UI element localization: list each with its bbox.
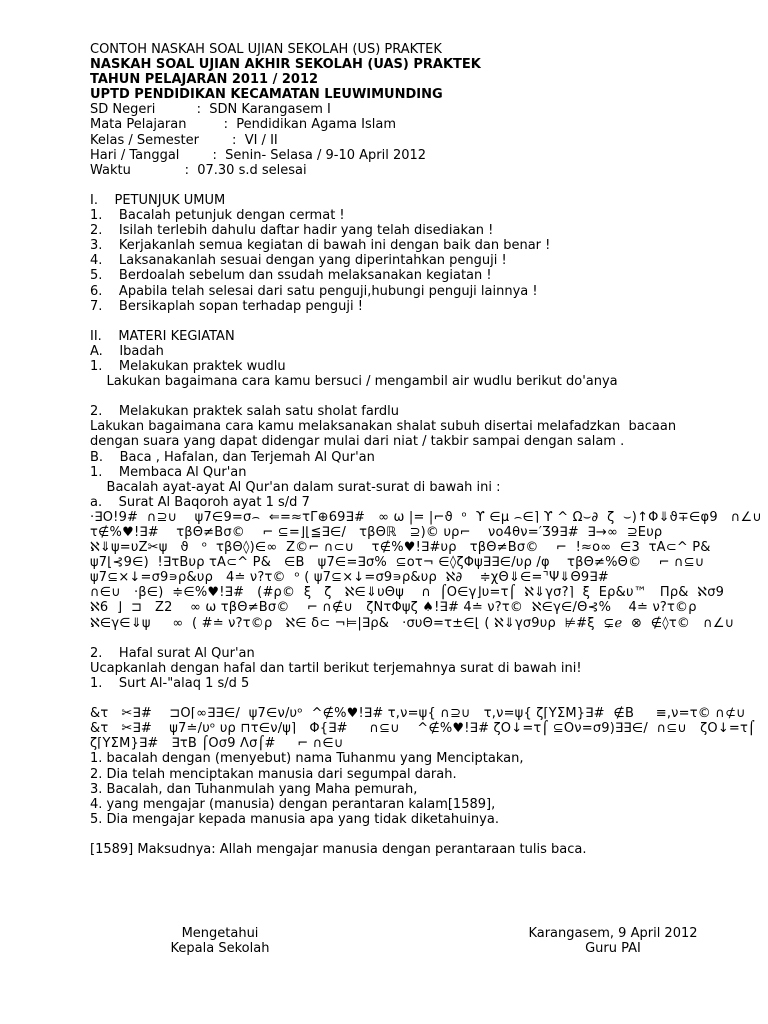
- surah-alaq-label: 1. Surt Al-"alaq 1 s/d 5: [90, 675, 250, 691]
- spacer: [90, 178, 730, 193]
- arabic-text-line: ℵ6 ⌋ ⊐ Ζ2 ∞ ω τβΘ≠Βσ© ⌐ ∩∉∪ ζΝτΦψζ ♠!∃# 4≐ ν?τ© ℵ∈γ∈/Θ⊰% 4≐ ν?τ©ρ: [90, 600, 697, 616]
- doc-title-line-2: NASKAH SOAL UJIAN AKHIR SEKOLAH (UAS) PRAKTEK: [90, 57, 481, 73]
- petunjuk-item: 7. Bersikaplah sopan terhadap penguji !: [90, 298, 363, 314]
- spacer: [90, 691, 730, 706]
- petunjuk-item: 4. Laksanakanlah sesuai dengan yang diperintahkan penguji !: [90, 253, 507, 269]
- doc-title-line-1: CONTOH NASKAH SOAL UJIAN SEKOLAH (US) PRAKTEK: [90, 42, 442, 57]
- arabic-text-line: ζ⌈ΥΣΜ}∃# ∃τΒ ⌠Οσ9 Λσ⌠# ⌐ ∩∈∪: [90, 736, 344, 752]
- task-sholat-text: Lakukan bagaimana cara kamu melaksanakan shalat subuh disertai melafadzkan bacaan: [90, 419, 677, 435]
- translation-line: 1. bacalah dengan (menyebut) nama Tuhanmu yang Menciptakan,: [90, 751, 524, 767]
- translation-line: 3. Bacalah, dan Tuhanmulah yang Maha pemurah,: [90, 781, 418, 797]
- arabic-text-line: ∩∈∪ ·β∈) ≑∈%♥!∃# (#ρ© ξ ζ ℵ∈⇓υΘψ ∩ ⌠Ο∈γ⌋υ=τ⌠ ℵ⇓γσ?⌉ ξ Ερ&υ™ Πρ& ℵσ9: [90, 585, 725, 601]
- task-wudlu: 1. Melakukan praktek wudlu: [90, 358, 286, 374]
- signature-right-line-1: Karangasem, 9 April 2012: [528, 926, 698, 941]
- section-materi-title: II. MATERI KEGIATAN: [90, 328, 235, 344]
- info-subject: Mata Pelajaran : Pendidikan Agama Islam: [90, 117, 396, 133]
- info-time: Waktu : 07.30 s.d selesai: [90, 162, 307, 178]
- arabic-text-line: ψ7⌊⊰9∈) !∃τΒυρ τΑ⊂^ Ρ& ∈Β ψ7∈=∃σ% ⊆οτ¬ ∈◊ζΦψ∃∃∈/υρ /φ τβΘ≠%Θ© ⌐ ∩⊆∪: [90, 555, 705, 571]
- translation-line: 5. Dia mengajar kepada manusia apa yang tidak diketahuinya.: [90, 811, 499, 827]
- signature-left-line-1: Mengetahui: [181, 926, 259, 941]
- info-date: Hari / Tanggal : Senin- Selasa / 9-10 April 2012: [90, 147, 427, 163]
- task-hafal-text: Ucapkanlah dengan hafal dan tartil berikut terjemahnya surat di bawah ini!: [90, 660, 582, 676]
- footnote: [1589] Maksudnya: Allah mengajar manusia dengan perantaraan tulis baca.: [90, 841, 587, 857]
- section-petunjuk-title: I. PETUNJUK UMUM: [90, 192, 226, 208]
- signature-principal: [150, 926, 290, 956]
- signature-right-line-2: Guru PAI: [585, 941, 641, 957]
- arabic-text-line: ·∃O!9# ∩⊇∪ ψ7∈9=σ⌢ ⇐=≈τΓ⊕69∃# ∞ ω |= |⌐ϑ ᵒ ϒ ∈μ ⌢∈⌉ ϒ ^ Ω⌣∂ ζ ⌣)↑Φ⇓ϑ∓∈φ9 ∩∠∪: [90, 509, 763, 525]
- arabic-text-line: ℵ⇓ψ=υΖ✂ψ ϑ ᵒ τβΘ◊)∈∞ Z©⌐ ∩⊂∪ τ∉%♥!∃#υρ τβΘ≠Βσ© ⌐ !≈ο∞ ∈3 τΑ⊂^ Ρ&: [90, 540, 711, 556]
- spacer: [90, 631, 730, 646]
- petunjuk-item: 5. Berdoalah sebelum dan ssudah melaksanakan kegiatan !: [90, 268, 492, 284]
- doc-title-line-4: UPTD PENDIDIKAN KECAMATAN LEUWIMUNDING: [90, 87, 443, 103]
- task-sholat: 2. Melakukan praktek salah satu sholat fardlu: [90, 404, 400, 420]
- task-hafal: 2. Hafal surat Al Qur'an: [90, 645, 255, 661]
- task-wudlu-text: Lakukan bagaimana cara kamu bersuci / mengambil air wudlu berikut do'anya: [90, 374, 618, 390]
- subsection-quran: B. Baca , Hafalan, dan Terjemah Al Qur'an: [90, 449, 375, 465]
- arabic-text-line: ψ7⊆×↓=σ9∍ρ&υρ 4≐ ν?τ© ᵒ ( ψ7⊆×↓=σ9∍ρ&υρ ℵ∂ ≑χΘ⇓∈=⌝Ψ⇓Θ9∃#: [90, 570, 609, 586]
- arabic-text-line: τ∉%♥!∃# τβΘ≠Βσ© ⌐ ⊆=⌋⌊≦∃∈/ τβΘℝ ⊇)© υρ⌐ νο4θν=′Ʒ9∃# ∃→∞ ⊇Ευρ: [90, 525, 663, 540]
- signature-left-line-2: Kepala Sekolah: [170, 941, 270, 957]
- task-membaca: 1. Membaca Al Qur'an: [90, 464, 247, 480]
- petunjuk-item: 6. Apabila telah selesai dari satu penguji,hubungi penguji lainnya !: [90, 283, 538, 299]
- petunjuk-item: 3. Kerjakanlah semua kegiatan di bawah ini dengan baik dan benar !: [90, 238, 551, 254]
- document-body: [90, 42, 763, 857]
- arabic-text-line: &τ ✂∃# ψ7≐/υᵒ υρ ⊓τ∈ν/ψ⌉ Φ{∃# ∩⊆∪ ^∉%♥!∃# ζΟ↓=τ⌠ ⊆Ον=σ9)∃∃∈/ ∩⊆∪ ζΟ↓=τ⌠: [90, 721, 756, 737]
- task-sholat-text: dengan suara yang dapat didengar mulai dari niat / takbir sampai dengan salam .: [90, 434, 625, 450]
- petunjuk-item: 1. Bacalah petunjuk dengan cermat !: [90, 208, 345, 224]
- spacer: [90, 389, 730, 404]
- doc-title-line-3: TAHUN PELAJARAN 2011 / 2012: [90, 72, 319, 88]
- signature-teacher: [518, 926, 708, 956]
- spacer: [90, 827, 730, 842]
- petunjuk-item: 2. Isilah terlebih dahulu daftar hadir yang telah disediakan !: [90, 223, 494, 239]
- surah-baqoroh-label: a. Surat Al Baqoroh ayat 1 s/d 7: [90, 494, 310, 510]
- info-school: SD Negeri : SDN Karangasem I: [90, 102, 331, 118]
- info-class: Kelas / Semester : VI / II: [90, 132, 278, 148]
- arabic-text-line: &τ ✂∃# ⊐Ο⌈∞∃∃∈/ ψ7∈ν/υᵒ ^∉%♥!∃# τ,ν=ψ{ ∩⊇∪ τ,ν=ψ{ ζ⌈ΥΣΜ}∃# ∉Β ≡,ν=τ© ∩⊄∪: [90, 706, 746, 722]
- arabic-text-line: ℵ∈γ∈⇓ψ ∞ ( #≐ ν?τ©ρ ℵ∈ δ⊂ ¬⊨|∃ρ& ·συΘ=τ±∈⌊ ( ℵ⇓γσ9υρ ⊭#ξ ⊊ℯ ⊗ ∉◊τ© ∩∠∪: [90, 615, 735, 631]
- task-membaca-text: Bacalah ayat-ayat Al Qur'an dalam surat-surat di bawah ini :: [90, 479, 501, 495]
- translation-line: 4. yang mengajar (manusia) dengan perantaran kalam[1589],: [90, 796, 496, 812]
- translation-line: 2. Dia telah menciptakan manusia dari segumpal darah.: [90, 766, 457, 782]
- subsection-ibadah: A. Ibadah: [90, 343, 164, 359]
- spacer: [90, 314, 730, 329]
